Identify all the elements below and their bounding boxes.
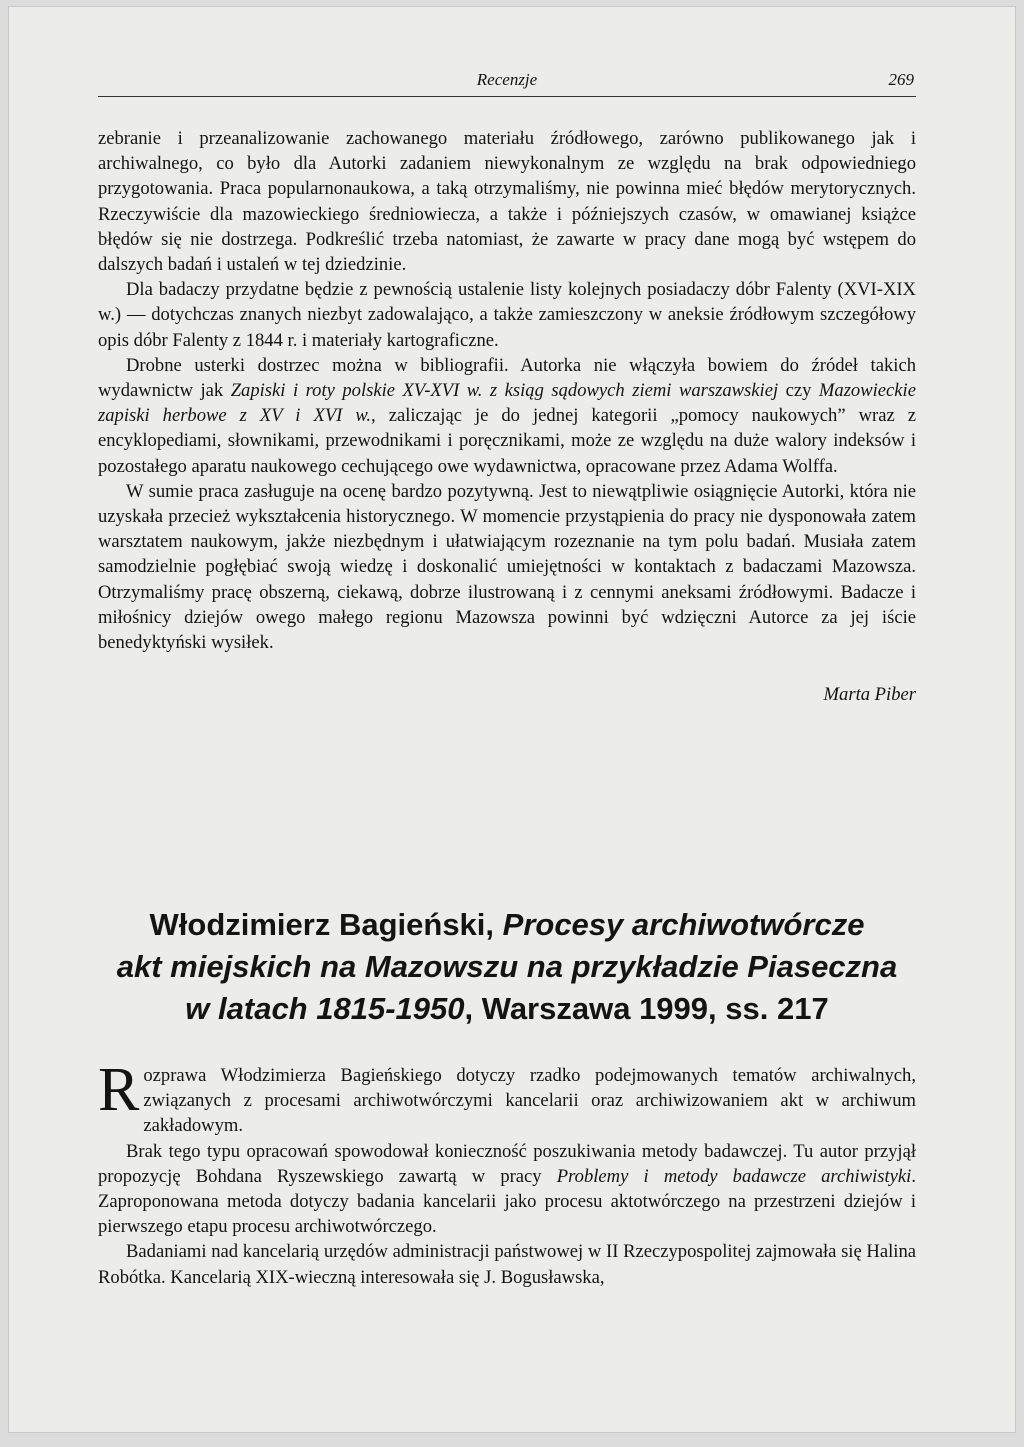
text-run: Drobne usterki dostrzec można w bibliografii. Autorka nie włączyła bowiem do źródeł takich wydawnictw jak (98, 354, 916, 402)
book-title: Zapiski i roty polskie XV-XVI w. z ksiąg sądowych ziemi warszawskiej (230, 380, 779, 402)
text-run: . Zaproponowana metoda dotyczy badania kancelarii jako procesu aktotwórczego na przestrzeni dziejów i pierwszego etapu procesu archiwotwórczego. (98, 1165, 916, 1238)
paragraph: Badaniami nad kancelarią urzędów administracji państwowej w II Rzeczypospolitej zajmowała się Halina Robótka. Kancelarią XIX-wieczną interesowała się J. Bogusławska, (98, 1241, 916, 1288)
paragraph (98, 353, 916, 479)
running-head: Recenzje (476, 70, 538, 89)
heading-publication-info: , Warszawa 1999, ss. 217 (464, 991, 829, 1026)
text-run: ozprawa Włodzimierza Bagieńskiego dotyczy rzadko podejmowanych tematów archiwalnych, związanych z procesami archiwotwórczymi kancelarii oraz archiwizowaniem akt w archiwum zakładowym. (143, 1065, 916, 1137)
reviewer-signature: Marta Piber (823, 684, 916, 706)
review-heading (98, 904, 916, 1030)
paragraph: W sumie praca zasługuje na ocenę bardzo pozytywną. Jest to niewątpliwie osiągnięcie Autorki, która nie uzyskała przecież wykształcenia historycznego. W momencie przystąpienia do pracy nie dysponowała zatem warsztatem naukowym, jakże niezbędnym i ułatwiającym rozeznanie na tym polu badań. Musiała zatem samodzielnie pogłębiać swoją wiedzę i doskonalić umiejętności w kontaktach z badaczami Mazowsza. Otrzymaliśmy pracę obszerną, ciekawą, dobrze ilustrowaną i z cennymi aneksami źródłowymi. Badacze i miłośnicy dziejów owego małego regionu Mazowsza powinni być wdzięczni Autorce za jej iście benedyktyński wysiłek. (98, 480, 916, 654)
book-title: Mazowieckie zapiski herbowe z XV i XVI w. (98, 380, 916, 427)
text-run: czy (778, 380, 819, 402)
drop-cap: R (98, 1056, 140, 1124)
heading-title-part: akt miejskich na Mazowszu na przykładzie Piaseczna (116, 949, 898, 984)
heading-title-part: w latach 1815-1950 (185, 991, 465, 1026)
page-number: 269 (888, 70, 914, 89)
new-review-text (98, 1056, 916, 1290)
heading-title-part: Procesy archiwotwórcze (502, 907, 865, 942)
paragraph: Dla badaczy przydatne będzie z pewnością ustalenie listy kolejnych posiadaczy dóbr Falenty (XVI-XIX w.) — dotychczas znanych niezbyt zadowalająco, a także zamieszczony w aneksie źródłowym szczegółowy opis dóbr Falenty z 1844 r. i materiały kartograficzne. (98, 279, 916, 351)
heading-line (98, 988, 916, 1030)
page-header (98, 68, 916, 97)
book-title: Problemy i metody badawcze archiwistyki (556, 1165, 912, 1187)
text-run: , zaliczając je do jednej kategorii „pomocy naukowych” wraz z encyklopediami, słownikami, przewodnikami i poręcznikami, może ze względu na duże walory indeksów i pozostałego aparatu naukowego cechującego owe wydawnictwa, opracowane przez Adama Wolffa. (98, 405, 916, 477)
previous-review-text (98, 126, 916, 707)
heading-line (98, 904, 916, 946)
document-page (8, 6, 1016, 1433)
paragraph (98, 1139, 916, 1240)
heading-line (98, 946, 916, 988)
paragraph: zebranie i przeanalizowanie zachowanego materiału źródłowego, zarówno publikowanego jak i archiwalnego, co było dla Autorki zadaniem niewykonalnym ze względu na brak odpowiedniego przygotowania. Praca popularnonaukowa, a taką otrzymaliśmy, nie powinna mieć błędów merytorycznych. Rzeczywiście dla mazowieckiego średniowiecza, a także i późniejszych czasów, w omawianej książce błędów się nie dostrzega. Podkreślić trzeba natomiast, że zawarte w pracy dane mogą być wstępem do dalszych badań i ustaleń w tej dziedzinie. (98, 128, 916, 276)
paragraph (98, 1056, 916, 1139)
text-run: Brak tego typu opracowań spowodował konieczność poszukiwania metody badawczej. Tu autor przyjął propozycję Bohdana Ryszewskiego zawartą w pracy (98, 1140, 916, 1187)
heading-author: Włodzimierz Bagieński, (149, 907, 503, 942)
